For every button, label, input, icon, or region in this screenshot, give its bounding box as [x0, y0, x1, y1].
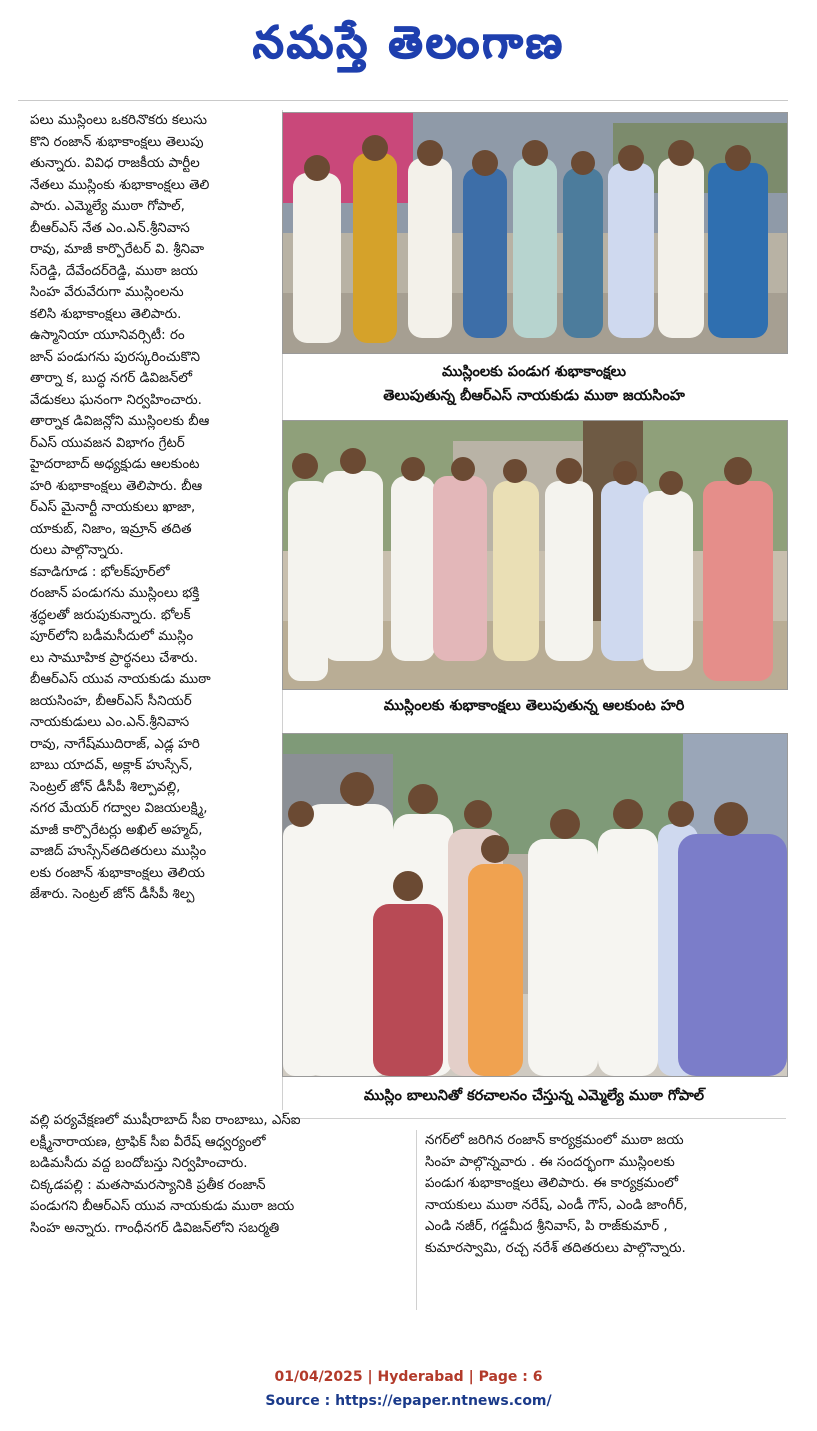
photo-1	[282, 112, 788, 354]
text-line: నగర్‌లో జరిగిన రంజాన్ కార్యక్రమంలో ముఠా జయ	[425, 1133, 684, 1148]
text-line: వాజిద్ హుస్సేన్‌తదితరులు ముస్లిం	[30, 844, 207, 859]
text-line: బీఆర్ఎస్ యువ నాయకుడు ముఠా	[30, 672, 211, 687]
caption-line: తెలుపుతున్న బీఆర్ఎస్ నాయకుడు ముఠా జయసింహ	[383, 388, 685, 404]
text-line: నేతలు ముస్లింకు శుభాకాంక్షలు తెలి	[30, 177, 210, 193]
bottom-left-column	[30, 1110, 410, 1239]
text-line: లకు రంజాన్ శుభాకాంక్షలు తెలియ	[30, 865, 205, 881]
text-line: ఎండి నజీర్, గడ్డమీద శ్రీనివాస్, పి రాజ్‌కుమార్ ,	[425, 1219, 668, 1234]
text-line: పూర్‌లోని బడీమసీదులో ముస్లిం	[30, 629, 194, 644]
text-line: పండుగని బీఆర్ఎస్ యువ నాయకుడు ముఠా జయ	[30, 1199, 295, 1214]
photo-2-caption	[282, 694, 786, 718]
photo-1-caption	[282, 360, 786, 408]
text-line: ర్ఎస్ మైనార్టీ నాయకులు ఖాజా,	[30, 500, 196, 515]
text-line: ఉస్మానియా యూనివర్సిటీ: రం	[30, 328, 185, 343]
text-line: రంజాన్ పండుగను ముస్లింలు భక్తి	[30, 586, 200, 601]
left-column	[30, 110, 278, 906]
text-line: కొని రంజాన్ శుభాకాంక్షలు తెలుపు	[30, 134, 204, 150]
text-line: వేడుకలు ఘనంగా నిర్వహించారు.	[30, 392, 202, 408]
text-line: హరి శుభాకాంక్షలు తెలిపారు. బీఆ	[30, 478, 203, 494]
text-line: సెంట్రల్ జోన్ డీసీపీ శిల్పావల్లి,	[30, 779, 181, 795]
caption-line: ముస్లిం బాలునితో కరచాలనం చేస్తున్న ఎమ్మెల్యే ముఠా గోపాల్	[363, 1088, 705, 1104]
handshake-photo-icon	[283, 734, 787, 1076]
text-line: జేశారు. సెంట్రల్ జోన్ డీసీపీ శిల్ప	[30, 887, 195, 902]
photo-3	[282, 733, 788, 1077]
text-line: లు సామూహిక ప్రార్థనలు చేశారు.	[30, 650, 198, 666]
bottom-right-column	[425, 1130, 787, 1259]
text-line: బడిమసీదు వద్ద బందోబస్తు నిర్వహించారు.	[30, 1156, 248, 1171]
text-line: కవాడిగూడ : భోలక్‌పూర్‌లో	[30, 564, 170, 580]
footer-date: 01/04/2025 | Hyderabad | Page : 6	[274, 1369, 543, 1385]
text-line: జాన్ పండుగను పురస్కరించుకొని	[30, 349, 201, 365]
text-line: సింహ వేరువేరుగా ముస్లింలను	[30, 285, 184, 300]
masthead	[0, 6, 817, 80]
text-line: చిక్కడపల్లి : మతసామరస్యానికి ప్రతీక రంజాన్	[30, 1177, 266, 1193]
masthead-rule	[18, 100, 788, 101]
text-line: మాజీ కార్పొరేటర్లు అఖిల్ అహ్మద్,	[30, 822, 203, 838]
text-line: లక్ష్మీనారాయణ, ట్రాఫిక్ సీఐ వీరేష్ ఆధ్వర్యంలో	[30, 1134, 266, 1150]
text-line: పండుగ శుభాకాంక్షలు తెలిపారు. ఈ కార్యక్రమంలో	[425, 1176, 679, 1191]
text-line: శ్రద్ధలతో జరుపుకున్నారు. భోలక్	[30, 607, 191, 623]
text-line: వల్లి పర్యవేక్షణలో ముషీరాబాద్ సీఐ రాంబాబు, ఎస్ఐ	[30, 1113, 301, 1128]
text-line: పారు. ఎమ్మెల్యే ముఠా గోపాల్,	[30, 199, 185, 214]
text-line: రావు, మాజీ కార్పొరేటర్ వి. శ్రీనివా	[30, 242, 205, 257]
text-line: పలు ముస్లింలు ఒకరినొకరు కలుసు	[30, 113, 208, 128]
caption-line: ముస్లింలకు పండుగ శుభాకాంక్షలు	[442, 364, 626, 380]
footer-source: Source : https://epaper.ntnews.com/	[265, 1393, 552, 1409]
text-line: రులు పాల్గొన్నారు.	[30, 543, 124, 558]
text-line: స్‌రెడ్డి, దేవేందర్‌రెడ్డి, ముఠా జయ	[30, 263, 198, 279]
text-line: తార్నా క, బుద్ధ నగర్ డివిజన్‌లో	[30, 371, 193, 386]
text-line: రావు, నాగేష్‌ముదిరాజ్, ఎడ్ల హరి	[30, 736, 200, 752]
caption-line: ముస్లింలకు శుభాకాంక్షలు తెలుపుతున్న ఆలకుంట హరి	[383, 698, 685, 714]
text-line: తార్నాక డివిజన్లోని ముస్లింలకు బీఆ	[30, 414, 210, 429]
text-line: బీఆర్ఎస్ నేత ఎం.ఎన్.శ్రీనివాస	[30, 220, 190, 236]
text-line: సింహ అన్నారు. గాంధీనగర్ డివిజన్‌లోని సబర్మతి	[30, 1220, 280, 1236]
text-line: తున్నారు. వివిధ రాజకీయ పార్టీల	[30, 156, 200, 171]
group-photo-icon	[283, 421, 787, 689]
text-line: హైదరాబాద్ అధ్యక్షుడు ఆలకుంట	[30, 457, 200, 472]
text-line: కలిసి శుభాకాంక్షలు తెలిపారు.	[30, 306, 182, 322]
group-photo-icon	[283, 113, 787, 353]
photo-3-caption	[282, 1084, 786, 1108]
column-divider	[416, 1130, 417, 1310]
masthead-title: నమస్తే తెలంగాణ	[252, 17, 565, 68]
text-line: నాయకుడులు ఎం.ఎన్.శ్రీనివాస	[30, 715, 190, 730]
text-line: కుమారస్వామి, రచ్చ నరేశ్ తదితరులు పాల్గొన్నారు.	[425, 1240, 686, 1256]
text-line: యాకుబ్, నిజాం, ఇమ్రాన్ తదిత	[30, 521, 192, 537]
text-line: జయసింహ, బీఆర్ఎస్ సీనియర్	[30, 693, 192, 709]
text-line: సింహ పాల్గొన్నవారు . ఈ సందర్భంగా ముస్లింలకు	[425, 1154, 675, 1170]
text-line: ర్ఎస్ యువజన విభాగం గ్రేటర్	[30, 435, 185, 451]
text-line: నాయకులు ముఠా నరేష్, ఎండీ గౌస్, ఎండి జాంగీర్,	[425, 1197, 688, 1213]
photo-2	[282, 420, 788, 690]
text-line: నగర మేయర్ గద్వాల విజయలక్ష్మి,	[30, 801, 208, 816]
text-line: బాబు యాదవ్, అక్లాక్ హుస్సేన్,	[30, 758, 193, 773]
